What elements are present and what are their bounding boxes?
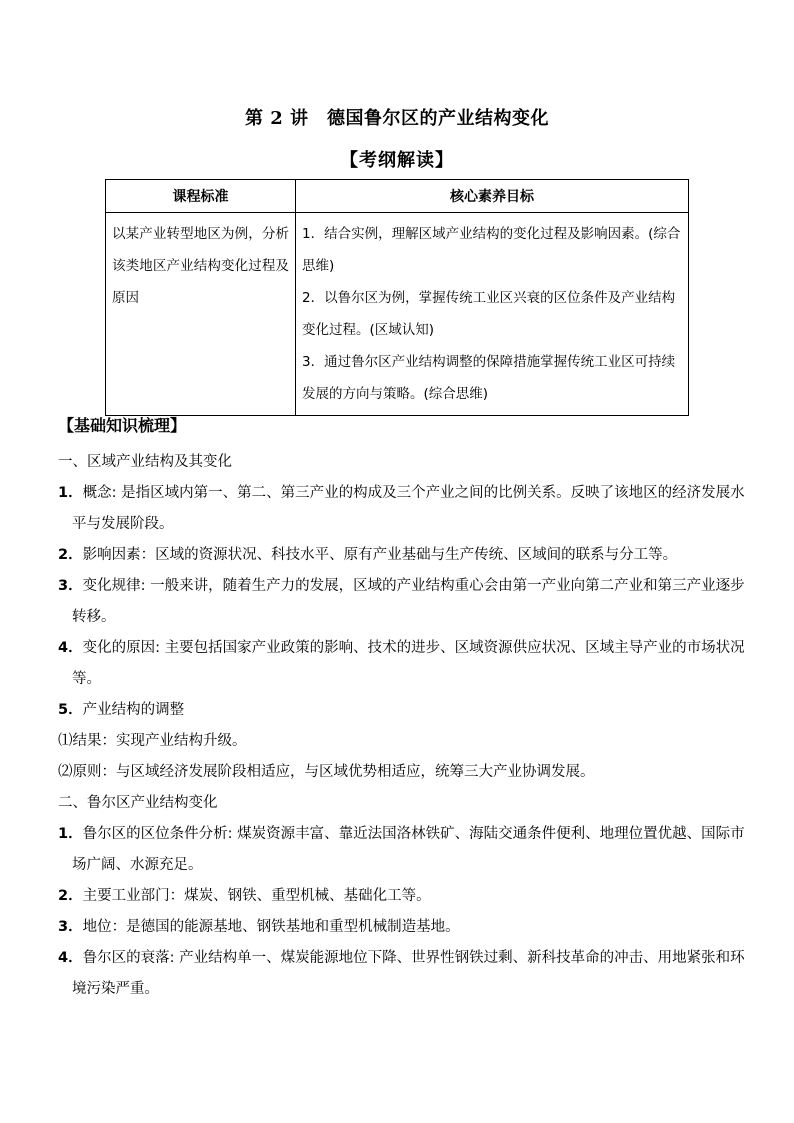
list-item — [58, 478, 745, 509]
item-text: 鲁尔区的区位条件分析: 煤炭资源丰富、靠近法国洛林铁矿、海陆交通条件便利、地理位置优越、国际市 — [82, 826, 745, 842]
goal-item: 3．通过鲁尔区产业结构调整的保障措施掌握传统工业区可持续发展的方向与策略。(综合思维) — [302, 354, 676, 402]
item-number: 3． — [58, 919, 83, 935]
item-text: 地位：是德国的能源基地、钢铁基地和重型机械制造基地。 — [82, 919, 460, 935]
sub-item: ⑵原则：与区域经济发展阶段相适应，与区域优势相适应，统筹三大产业协调发展。 — [58, 764, 595, 780]
item-number: 1． — [58, 485, 83, 501]
list-item — [58, 943, 745, 974]
column-header-goals: 核心素养目标 — [296, 180, 689, 213]
list-item — [58, 695, 738, 726]
section-2-heading: 二、鲁尔区产业结构变化 — [58, 795, 218, 811]
item-continuation: 境污染严重。 — [72, 981, 159, 997]
list-item — [58, 881, 738, 912]
column-header-standard: 课程标准 — [106, 180, 296, 213]
item-text: 鲁尔区的衰落: 产业结构单一、煤炭能源地位下降、世界性钢铁过剩、新科技革命的冲击、用地紧张和环 — [82, 950, 745, 966]
syllabus-table — [105, 179, 689, 416]
item-continuation: 等。 — [72, 671, 101, 687]
core-goals-cell — [296, 213, 689, 416]
page-title: 第 2 讲 德国鲁尔区的产业结构变化 — [244, 108, 550, 129]
sub-item: ⑴结果：实现产业结构升级。 — [58, 733, 247, 749]
item-text: 产业结构的调整 — [82, 702, 185, 718]
course-standard-cell: 以某产业转型地区为例，分析该类地区产业结构变化过程及原因 — [106, 213, 296, 416]
list-item — [58, 540, 738, 571]
item-text: 变化的原因: 主要包括国家产业政策的影响、技术的进步、区域资源供应状况、区域主导产业的市场状况 — [82, 640, 745, 656]
goal-item: 2．以鲁尔区为例，掌握传统工业区兴衰的区位条件及产业结构变化过程。(区域认知) — [302, 290, 676, 338]
item-text: 影响因素：区域的资源状况、科技水平、原有产业基础与生产传统、区域间的联系与分工等。 — [82, 547, 678, 563]
list-item — [58, 912, 738, 943]
item-number: 5． — [58, 702, 83, 718]
list-item — [58, 633, 745, 664]
list-item — [58, 819, 745, 850]
item-number: 3． — [58, 578, 83, 594]
item-number: 4． — [58, 950, 83, 966]
list-item — [58, 571, 745, 602]
section-1-heading: 一、区域产业结构及其变化 — [58, 454, 232, 470]
item-continuation: 场广阔、水源充足。 — [72, 857, 203, 873]
section-1 — [58, 447, 745, 1005]
item-number: 4． — [58, 640, 83, 656]
item-number: 2． — [58, 888, 83, 904]
syllabus-heading: 【考纲解读】 — [340, 150, 454, 171]
item-text: 概念: 是指区域内第一、第二、第三产业的构成及三个产业之间的比例关系。反映了该地区的经济发展水 — [82, 485, 745, 501]
item-number: 1． — [58, 826, 83, 842]
item-number: 2． — [58, 547, 83, 563]
table-row — [106, 213, 689, 416]
item-continuation: 转移。 — [72, 609, 116, 625]
item-text: 变化规律: 一般来讲，随着生产力的发展，区域的产业结构重心会由第一产业向第二产业和第三产业逐步 — [82, 578, 745, 594]
knowledge-heading: 【基础知识梳理】 — [58, 416, 187, 435]
goal-item: 1．结合实例，理解区域产业结构的变化过程及影响因素。(综合思维) — [302, 226, 681, 274]
item-text: 主要工业部门：煤炭、钢铁、重型机械、基础化工等。 — [82, 888, 431, 904]
item-continuation: 平与发展阶段。 — [72, 516, 174, 532]
table-header-row — [106, 180, 689, 213]
